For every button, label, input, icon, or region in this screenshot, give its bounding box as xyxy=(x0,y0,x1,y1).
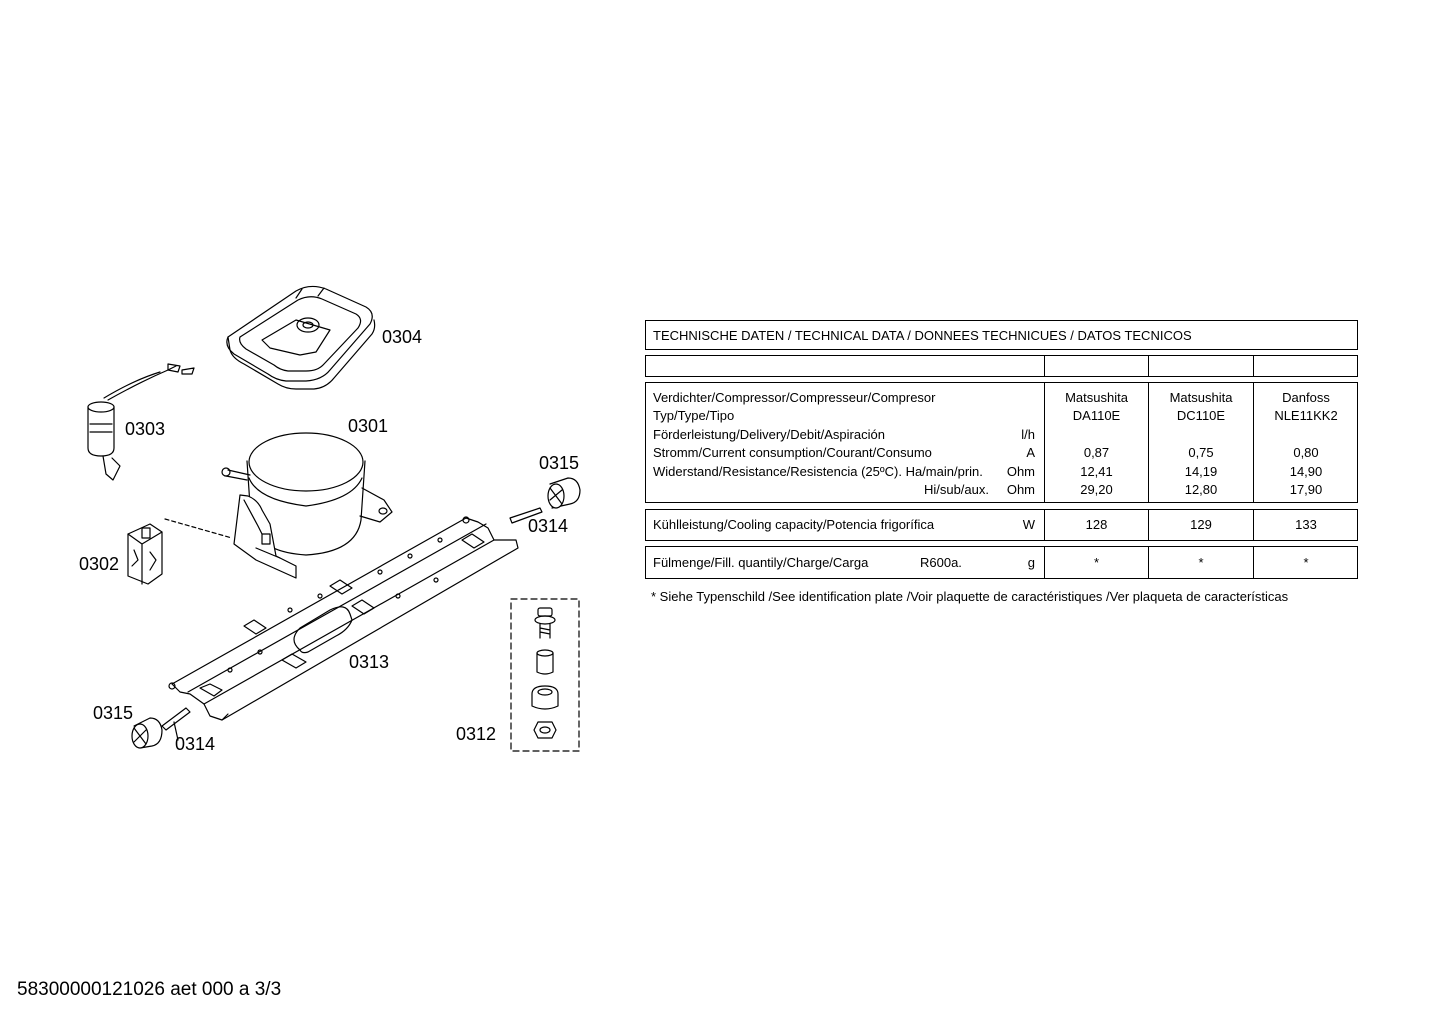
value-col-1: 128 xyxy=(1085,517,1108,532)
row-label: Kühlleistung/Cooling capacity/Potencia frigorífica xyxy=(653,517,935,532)
row-unit: Ohm xyxy=(1006,482,1035,497)
row-label: Hi/sub/aux. xyxy=(923,482,989,497)
compressor-data-box xyxy=(645,382,1358,503)
row-label: Förderleistung/Delivery/Debit/Aspiración xyxy=(653,427,885,442)
value-col-2: 129 xyxy=(1190,517,1212,532)
value-col-1: 29,20 xyxy=(1080,482,1113,497)
value-col-2: 0,75 xyxy=(1188,445,1214,460)
part-label-0315-top: 0315 xyxy=(539,453,580,473)
row-unit: g xyxy=(1027,555,1035,570)
row-label: Fülmenge/Fill. quantily/Charge/Carga xyxy=(653,555,869,570)
table-title-box xyxy=(645,320,1358,350)
table-row xyxy=(646,481,1357,499)
part-label-0314-bottom: 0314 xyxy=(175,734,216,754)
row-label: Widerstand/Resistance/Resistencia (25ºC). Ha/main/prin. xyxy=(653,464,983,479)
value-col-2: * xyxy=(1198,555,1204,570)
part-label-0303: 0303 xyxy=(125,419,166,439)
row-unit: W xyxy=(1022,517,1035,532)
table-row xyxy=(646,516,1357,534)
compressor-drawing xyxy=(222,433,392,578)
mounting-rail-drawing xyxy=(169,517,518,720)
drip-tray-drawing xyxy=(227,286,375,389)
document-id: 58300000121026 aet 000 a 3/3 xyxy=(17,979,282,1000)
row-label: Verdichter/Compressor/Compresseur/Compresor xyxy=(653,390,936,405)
value-col-1: * xyxy=(1093,555,1100,570)
row-label: Stromm/Current consumption/Courant/Consumo xyxy=(653,445,932,460)
part-label-0312: 0312 xyxy=(456,724,497,744)
row-unit: Ohm xyxy=(1006,464,1035,479)
value-col-1: Matsushita xyxy=(1065,390,1128,405)
part-label-0314-top: 0314 xyxy=(528,516,569,536)
table-row xyxy=(646,554,1357,572)
table-row xyxy=(646,389,1357,407)
value-col-3: NLE11KK2 xyxy=(1274,408,1338,423)
part-label-0301: 0301 xyxy=(348,416,389,436)
fastener-kit-drawing xyxy=(511,599,579,751)
part-label-0302: 0302 xyxy=(79,554,120,574)
row-unit: l/h xyxy=(1021,427,1035,442)
value-col-2: 14,19 xyxy=(1184,464,1218,479)
table-row xyxy=(646,444,1357,462)
part-label-0315-bottom: 0315 xyxy=(93,703,134,723)
value-col-3: 17,90 xyxy=(1289,482,1323,497)
part-label-0313: 0313 xyxy=(349,652,390,672)
part-label-0304: 0304 xyxy=(382,327,423,347)
refrigerant-label: R600a. xyxy=(920,555,962,570)
row-unit: A xyxy=(1026,445,1035,460)
table-title: TECHNISCHE DATEN / TECHNICAL DATA / DONNEES TECHNICUES / DATOS TECNICOS xyxy=(653,328,1192,343)
cooling-capacity-box xyxy=(645,509,1358,541)
value-col-2: Matsushita xyxy=(1169,390,1233,405)
value-col-3: * xyxy=(1303,555,1309,570)
table-footnote: * Siehe Typenschild /See identification plate /Voir plaquette de caractéristiques /Ver plaqueta de características xyxy=(651,589,1289,604)
value-col-2: 12,80 xyxy=(1184,482,1218,497)
table-row xyxy=(646,463,1357,481)
value-col-3: 0,80 xyxy=(1293,445,1319,460)
table-row xyxy=(646,407,1357,425)
row-label: Typ/Type/Tipo xyxy=(653,408,735,423)
table-header-box xyxy=(645,355,1358,377)
value-col-3: 14,90 xyxy=(1289,464,1323,479)
fill-quantity-box xyxy=(645,546,1358,579)
value-col-3: Danfoss xyxy=(1282,390,1330,405)
table-row xyxy=(646,426,1357,444)
value-col-3: 133 xyxy=(1295,517,1317,532)
value-col-1: 0,87 xyxy=(1083,445,1110,460)
relay-drawing xyxy=(128,519,232,584)
value-col-1: 12,41 xyxy=(1080,464,1113,479)
value-col-1: DA110E xyxy=(1072,408,1121,423)
value-col-2: DC110E xyxy=(1176,408,1226,423)
